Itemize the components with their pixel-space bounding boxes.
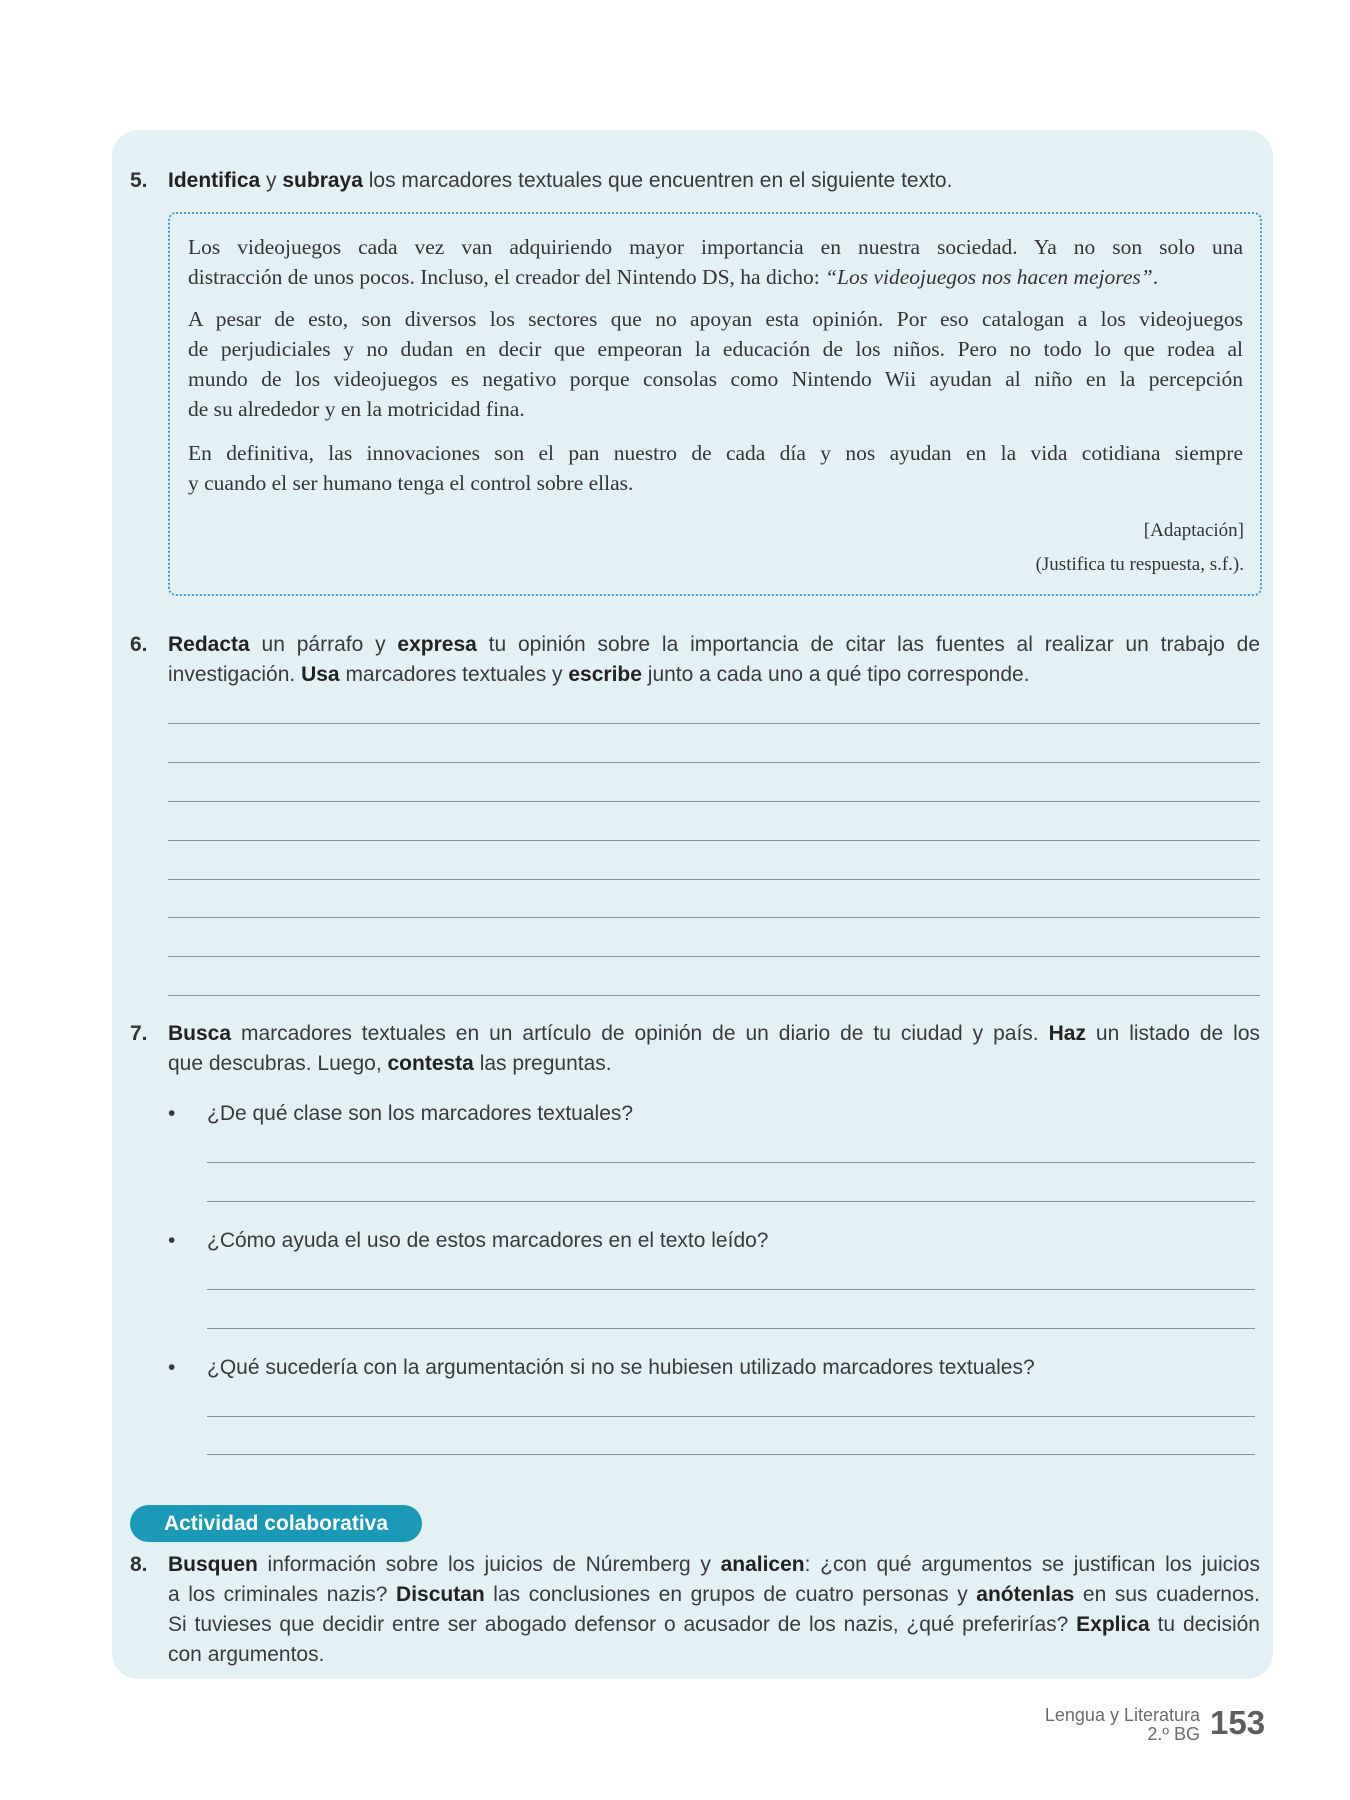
question-text [168, 1550, 1260, 1670]
page-number: 153 [1210, 1704, 1266, 1741]
sub-question-text: ¿Cómo ayuda el uso de estos marcadores en el texto leído? [207, 1229, 769, 1252]
text-line [168, 1580, 1260, 1610]
text-segment: junto a cada uno a qué tipo corresponde. [641, 663, 1030, 686]
text-line [168, 1049, 1260, 1079]
text-line [188, 394, 1243, 424]
answer-line[interactable] [207, 1289, 1255, 1290]
text-segment: investigación. [168, 663, 302, 686]
emphasized-verb: escribe [568, 663, 642, 686]
answer-line[interactable] [168, 995, 1260, 996]
text-segment: A pesar de esto, son diversos los sectores que no apoyan esta opinión. Por eso catalogan a los videojuegos [188, 307, 1243, 331]
text-segment: las preguntas. [473, 1052, 612, 1075]
grade-level: 2.º BG [1147, 1724, 1200, 1744]
text-segment: : ¿con qué argumentos se justifican los juicios [804, 1553, 1260, 1576]
text-segment: y cuando el ser humano tenga el control sobre ellas. [188, 471, 634, 495]
text-line [168, 660, 1260, 690]
reading-text-box [168, 212, 1262, 596]
answer-line[interactable] [207, 1416, 1255, 1417]
text-segment: distracción de unos pocos. Incluso, el creador del Nintendo DS, ha dicho: [188, 265, 826, 289]
answer-line[interactable] [207, 1201, 1255, 1202]
text-segment: a los criminales nazis? [168, 1583, 397, 1606]
text-segment: un párrafo y [249, 633, 398, 656]
emphasized-verb: analicen [720, 1553, 805, 1576]
paragraph [188, 232, 1243, 292]
bullet: • [168, 1356, 176, 1379]
text-segment: “Los videojuegos nos hacen mejores” [825, 265, 1153, 289]
answer-line[interactable] [207, 1454, 1255, 1455]
text-line [188, 468, 1243, 498]
paragraph [188, 304, 1243, 424]
emphasized-verb: subraya [282, 169, 363, 192]
emphasized-verb: Busca [168, 1022, 232, 1045]
text-line [168, 166, 1260, 196]
text-segment: que descubras. Luego, [168, 1052, 388, 1075]
emphasized-verb: Identifica [168, 169, 261, 192]
text-line [168, 1640, 1260, 1670]
paragraph [188, 438, 1243, 498]
answer-line[interactable] [207, 1328, 1255, 1329]
text-segment: marcadores textuales y [339, 663, 569, 686]
text-line [188, 262, 1243, 292]
text-segment: tu opinión sobre la importancia de citar las fuentes al realizar un trabajo de [476, 633, 1261, 656]
text-segment: mundo de los videojuegos es negativo porque consolas como Nintendo Wii ayudan al niño en la percepción [188, 367, 1243, 391]
text-segment: las conclusiones en grupos de cuatro personas y [484, 1583, 977, 1606]
collaborative-activity-badge: Actividad colaborativa [130, 1505, 422, 1542]
text-line [168, 630, 1260, 660]
answer-line[interactable] [168, 956, 1260, 957]
answer-line[interactable] [168, 723, 1260, 724]
answer-line[interactable] [168, 801, 1260, 802]
text-segment: marcadores textuales en un artículo de opinión de un diario de tu ciudad y país. [231, 1022, 1049, 1045]
text-line [188, 364, 1243, 394]
emphasized-verb: Usa [301, 663, 340, 686]
source-citation: (Justifica tu respuesta, s.f.). [1035, 554, 1244, 575]
bullet: • [168, 1229, 176, 1252]
answer-line[interactable] [168, 917, 1260, 918]
text-segment: los marcadores textuales que encuentren en el siguiente texto. [362, 169, 953, 192]
emphasized-verb: Haz [1048, 1022, 1086, 1045]
text-segment: Los videojuegos cada vez van adquiriendo mayor importancia en nuestra sociedad. Ya no son solo una [188, 235, 1243, 259]
emphasized-verb: expresa [397, 633, 477, 656]
adaptation-note: [Adaptación] [1143, 520, 1244, 541]
answer-line[interactable] [207, 1162, 1255, 1163]
emphasized-verb: Redacta [168, 633, 250, 656]
question-text [168, 1019, 1260, 1079]
text-line [188, 334, 1243, 364]
sub-question-text: ¿Qué sucedería con la argumentación si no se hubiesen utilizado marcadores textuales? [207, 1356, 1035, 1379]
text-segment: de su alrededor y en la motricidad fina. [188, 397, 525, 421]
text-segment: de perjudiciales y no dudan en decir que empeoran la educación de los niños. Pero no todo lo que rodea al [188, 337, 1243, 361]
text-segment: con argumentos. [168, 1643, 325, 1666]
question-number: 5. [130, 169, 148, 192]
emphasized-verb: Discutan [396, 1583, 485, 1606]
text-segment: En definitiva, las innovaciones son el pan nuestro de cada día y nos ayudan en la vida cotidiana siempre [188, 441, 1243, 465]
text-line [168, 1610, 1260, 1640]
text-line [188, 304, 1243, 334]
answer-line[interactable] [168, 879, 1260, 880]
emphasized-verb: anótenlas [976, 1583, 1075, 1606]
text-line [168, 1019, 1260, 1049]
text-segment: tu decisión [1149, 1613, 1260, 1636]
emphasized-verb: Explica [1076, 1613, 1150, 1636]
text-line [188, 232, 1243, 262]
question-number: 8. [130, 1553, 148, 1576]
subject-name: Lengua y Literatura [1044, 1705, 1200, 1725]
text-line [168, 1550, 1260, 1580]
question-text [168, 166, 1260, 196]
question-text [168, 630, 1260, 690]
page-footer [1045, 1706, 1200, 1744]
text-segment: en sus cuadernos. [1074, 1583, 1260, 1606]
sub-question-text: ¿De qué clase son los marcadores textuales? [207, 1102, 634, 1125]
text-segment: un listado de los [1085, 1022, 1260, 1045]
answer-line[interactable] [168, 840, 1260, 841]
text-segment: Si tuvieses que decidir entre ser abogado defensor o acusador de los nazis, ¿qué preferirías? [168, 1613, 1077, 1636]
emphasized-verb: contesta [387, 1052, 474, 1075]
text-segment: . [1152, 265, 1159, 289]
answer-line[interactable] [168, 762, 1260, 763]
text-segment: y [260, 169, 283, 192]
question-number: 7. [130, 1022, 148, 1045]
emphasized-verb: Busquen [168, 1553, 258, 1576]
text-segment: información sobre los juicios de Núremberg y [257, 1553, 721, 1576]
text-line [188, 438, 1243, 468]
question-number: 6. [130, 633, 148, 656]
bullet: • [168, 1102, 176, 1125]
